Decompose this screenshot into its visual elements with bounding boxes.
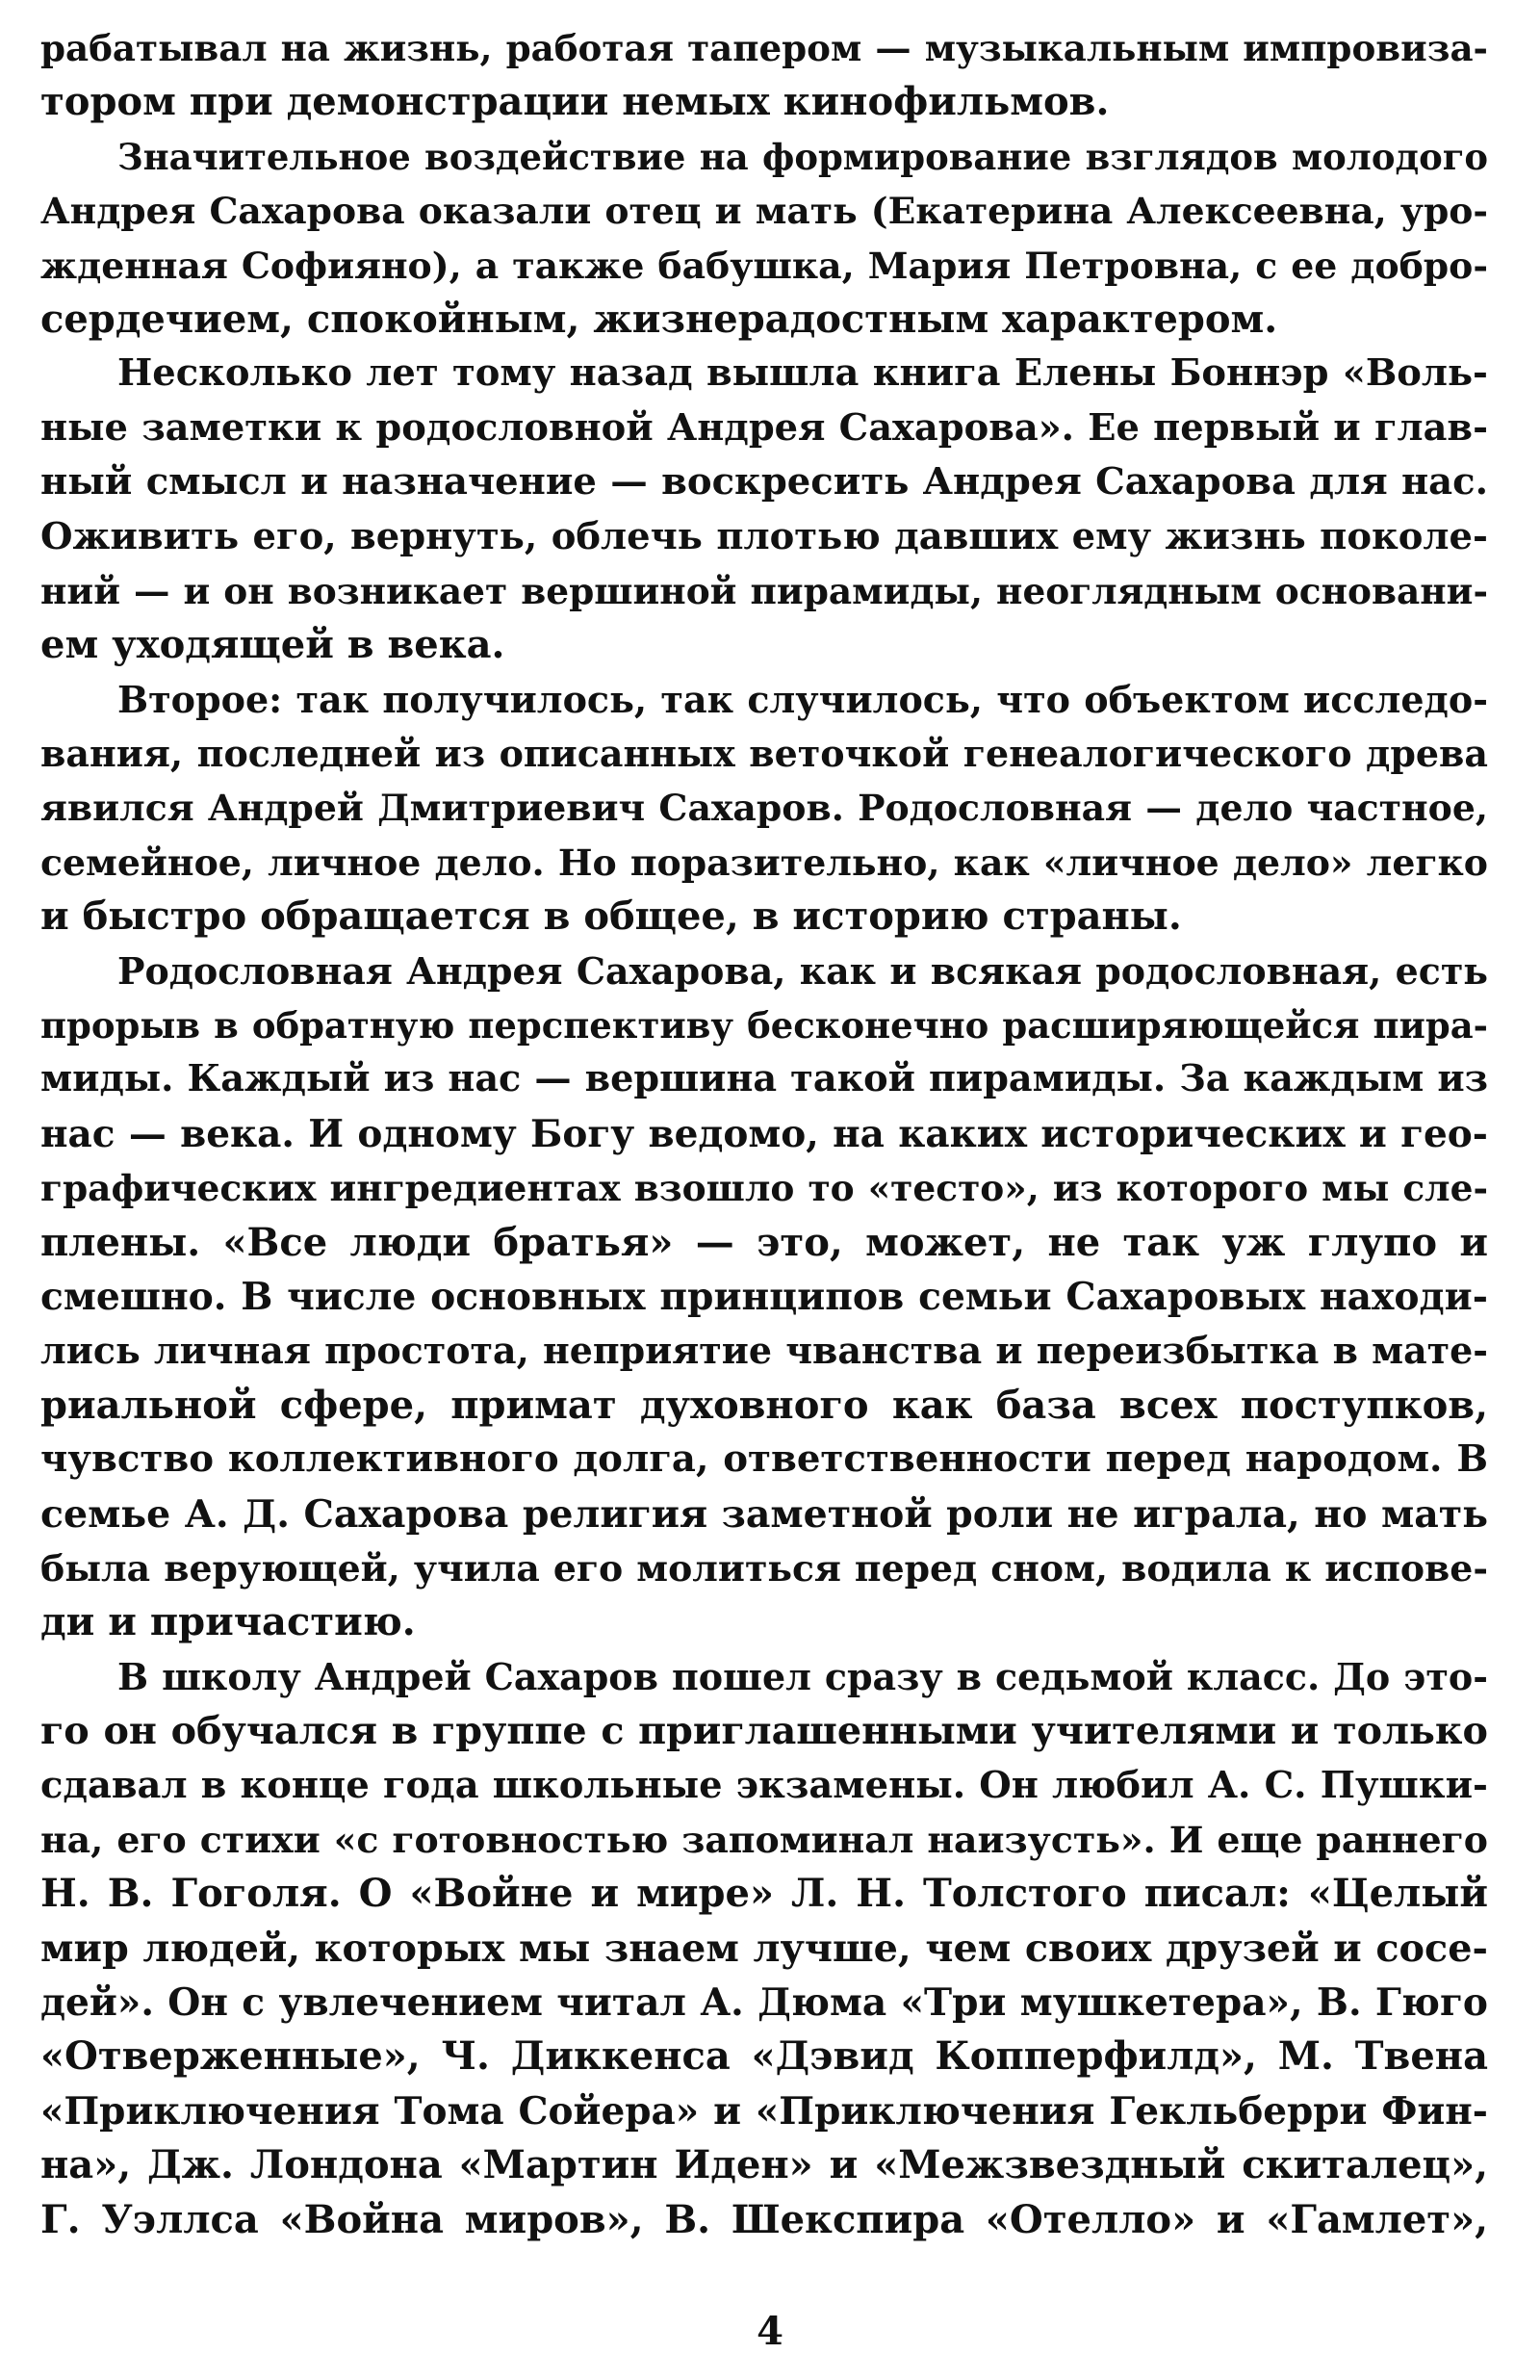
paragraph [40, 347, 1488, 672]
text-line: Оживить его, вернуть, облечь плотью давших ему жизнь поколе- [40, 514, 1488, 558]
text-line: и быстро обращается в общее, в историю страны. [40, 893, 1182, 940]
text-line: смешно. В числе основных принципов семьи Сахаровых находи- [40, 1274, 1488, 1319]
text-line: Родословная Андрея Сахарова, как и всякая родословная, есть [117, 948, 1488, 993]
page-body [40, 21, 1488, 2247]
text-line: «Приключения Тома Сойера» и «Приключения Гекльберри Фин- [40, 2088, 1488, 2134]
text-line: на, его стихи «с готовностью запоминал наизусть». И еще раннего [40, 1818, 1488, 1861]
text-line: нас — века. И одному Богу ведомо, на каких исторических и гео- [40, 1111, 1488, 1156]
text-line: тором при демонстрации немых кинофильмов. [40, 79, 1110, 125]
text-line: дей». Он с увлечением читал А. Дюма «Три мушкетера», В. Гюго [40, 1980, 1488, 2026]
text-line: Значительное воздействие на формирование взглядов молодого [117, 135, 1488, 178]
text-line: Андрея Сахарова оказали отец и мать (Екатерина Алексеевна, уро- [40, 190, 1488, 233]
text-line: ди и причастию. [40, 1599, 416, 1645]
text-line: была верующей, учила его молиться перед сном, водила к испове- [40, 1546, 1488, 1590]
text-line: прорыв в обратную перспективу бесконечно расширяющейся пира- [40, 1004, 1488, 1048]
text-line: на», Дж. Лондона «Мартин Иден» и «Межзвездный скиталец», [40, 2142, 1488, 2188]
text-line: Г. Уэллса «Война миров», В. Шекспира «Отелло» и «Гамлет», [40, 2196, 1488, 2242]
text-line: плены. «Все люди братья» — это, может, не так уж глупо и [40, 1219, 1488, 1265]
text-line: рабатывал на жизнь, работая тапером — музыкальным импровиза- [40, 27, 1488, 69]
text-line: Несколько лет тому назад вышла книга Елены Боннэр «Воль- [117, 351, 1488, 396]
paragraph [40, 130, 1488, 348]
text-line: ные заметки к родословной Андрея Сахарова». Ее первый и глав- [40, 405, 1488, 450]
text-line: В школу Андрей Сахаров пошел сразу в седьмой класс. До это- [117, 1654, 1488, 1698]
text-line: «Отверженные», Ч. Диккенса «Дэвид Копперфилд», М. Твена [40, 2033, 1488, 2080]
text-line: семейное, личное дело. Но поразительно, как «личное дело» легко [40, 841, 1488, 884]
text-line: миды. Каждый из нас — вершина такой пирамиды. За каждым из [40, 1057, 1488, 1101]
text-line: Н. В. Гоголя. О «Войне и мире» Л. Н. Толстого писал: «Целый [40, 1871, 1488, 1917]
text-line: ний — и он возникает вершиной пирамиды, неоглядным основани- [40, 569, 1488, 612]
text-line: лись личная простота, неприятие чванства и переизбытка в мате- [40, 1329, 1488, 1373]
text-line: сдавал в конце года школьные экзамены. Он любил А. С. Пушки- [40, 1763, 1488, 1807]
text-line: Второе: так получилось, так случилось, что объектом исследо- [117, 677, 1488, 721]
text-line: го он обучался в группе с приглашенными учителями и только [40, 1709, 1488, 1754]
text-line: жденная Софияно), а также бабушка, Мария Петровна, с ее добро- [40, 244, 1488, 287]
paragraph [40, 21, 1488, 130]
text-line: ный смысл и назначение — воскресить Андрея Сахарова для нас. [40, 460, 1488, 504]
text-line: явился Андрей Дмитриевич Сахаров. Родословная — дело частное, [40, 787, 1488, 830]
text-line: ем уходящей в века. [40, 622, 505, 668]
text-line: риальной сфере, примат духовного как база всех поступков, [40, 1382, 1488, 1428]
text-line: мир людей, которых мы знаем лучше, чем своих друзей и сосе- [40, 1926, 1488, 1971]
text-line: сердечием, спокойным, жизнерадостным характером. [40, 296, 1278, 342]
page-number: 4 [757, 2309, 783, 2354]
text-line: семье А. Д. Сахарова религия заметной роли не играла, но мать [40, 1491, 1488, 1537]
text-line: вания, последней из описанных веточкой генеалогического древа [40, 732, 1488, 776]
paragraph [40, 944, 1488, 1650]
paragraph [40, 1650, 1488, 2247]
text-line: чувство коллективного долга, ответственности перед народом. В [40, 1437, 1488, 1482]
text-line: графических ингредиентах взошло то «тесто», из которого мы сле- [40, 1167, 1488, 1210]
paragraph [40, 673, 1488, 944]
